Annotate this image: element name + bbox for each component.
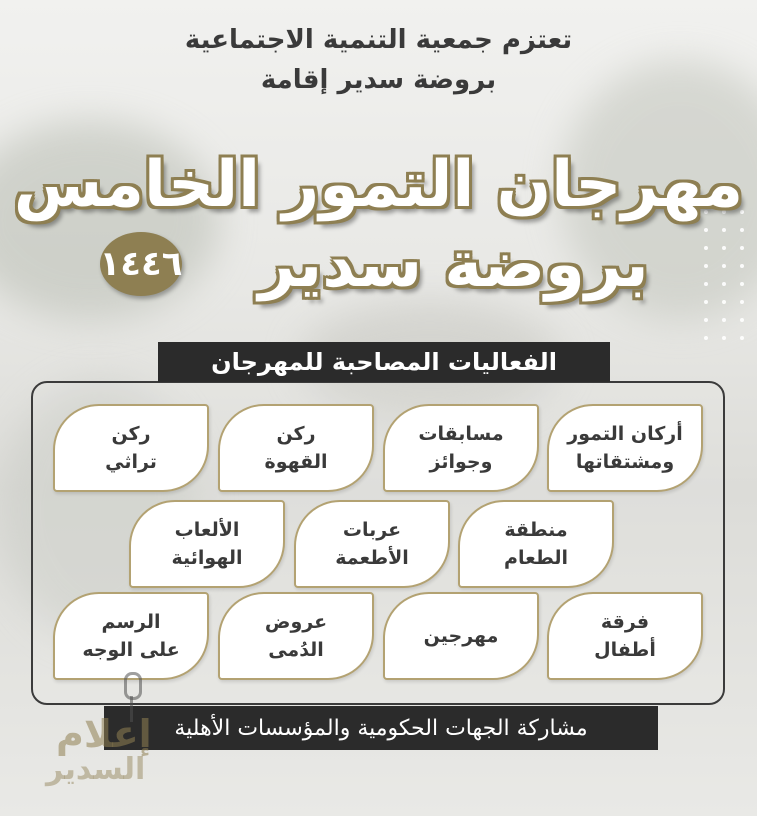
activity-label: فرقة أطفال [594, 611, 656, 661]
microphone-icon [124, 672, 142, 700]
activity-label: ركن القهوة [264, 423, 328, 473]
year-badge: ١٤٤٦ [100, 232, 182, 296]
activity-label: مسابقات وجوائز [418, 423, 504, 473]
activity-card [53, 592, 209, 680]
festival-subtitle: بروضة سدير [258, 228, 649, 302]
header-line-1: تعتزم جمعية التنمية الاجتماعية [184, 25, 573, 55]
media-logo [40, 668, 150, 788]
activity-label: أركان التمور ومشتقاتها [567, 423, 683, 473]
activity-card [53, 404, 209, 492]
logo-word-2: السدير [46, 752, 146, 787]
activity-label: ركن تراثي [105, 423, 157, 473]
activity-label: مهرجين [423, 625, 499, 647]
activity-card [547, 404, 703, 492]
activity-card [218, 404, 374, 492]
activity-label: منطقة الطعام [504, 519, 568, 569]
activity-card [458, 500, 614, 588]
activity-card [129, 500, 285, 588]
organizer-header [0, 20, 757, 100]
activity-label: الرسم على الوجه [82, 611, 180, 661]
activities-title: الفعاليات المصاحبة للمهرجان [158, 342, 610, 382]
activity-card [294, 500, 450, 588]
activity-label: الألعاب الهوائية [171, 519, 243, 569]
festival-title: مهرجان التمور الخامس [13, 148, 744, 222]
activity-card [383, 404, 539, 492]
logo-word-1: إعلام [56, 712, 152, 756]
activity-label: عربات الأطعمة [335, 519, 409, 569]
participation-banner: مشاركة الجهات الحكومية والمؤسسات الأهلية [104, 706, 658, 750]
activity-label: عروض الدُمى [264, 611, 328, 661]
activity-card [383, 592, 539, 680]
activity-card [547, 592, 703, 680]
activity-card [218, 592, 374, 680]
header-line-2: بروضة سدير إقامة [260, 65, 497, 95]
